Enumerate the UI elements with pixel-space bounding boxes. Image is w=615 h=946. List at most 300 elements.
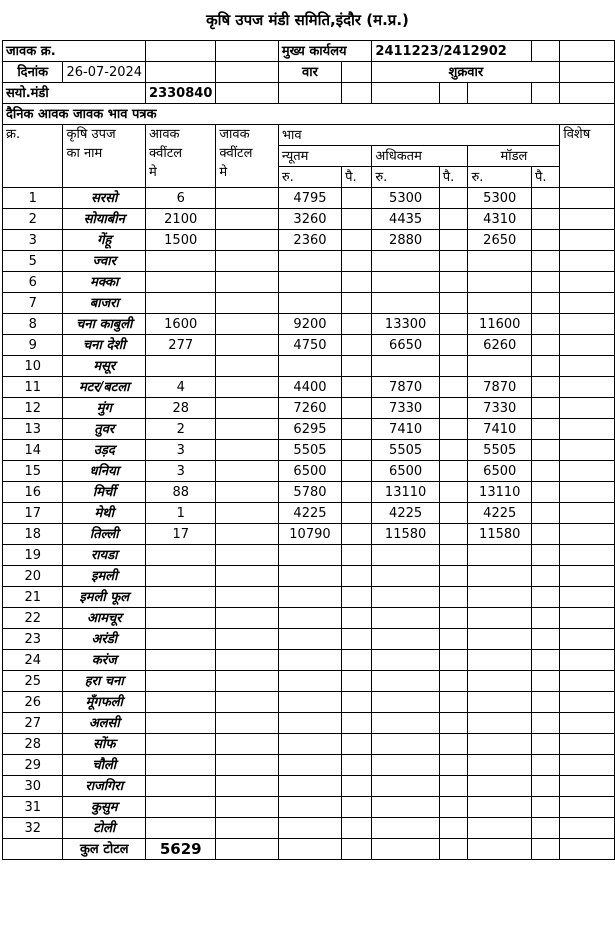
arrival-cell bbox=[146, 629, 216, 650]
dispatch-cell bbox=[216, 692, 279, 713]
arrival-cell bbox=[146, 818, 216, 839]
table-row bbox=[3, 398, 615, 419]
table-row bbox=[3, 251, 615, 272]
max-rate-cell bbox=[372, 755, 439, 776]
min-paise-cell bbox=[342, 776, 372, 797]
sr-cell: 17 bbox=[3, 503, 63, 524]
sr-cell: 19 bbox=[3, 545, 63, 566]
min-paise-cell bbox=[342, 692, 372, 713]
crop-name-cell: चना देशी bbox=[63, 335, 146, 356]
max-paise-cell bbox=[439, 503, 468, 524]
max-paise-cell bbox=[439, 545, 468, 566]
date-value: 26-07-2024 bbox=[63, 62, 146, 83]
sr-cell: 13 bbox=[3, 419, 63, 440]
day-label: वार bbox=[278, 62, 341, 83]
special-cell bbox=[560, 461, 615, 482]
arrival-cell bbox=[146, 545, 216, 566]
min-rate-cell bbox=[278, 356, 341, 377]
arrival-cell: 277 bbox=[146, 335, 216, 356]
dispatch-cell bbox=[216, 776, 279, 797]
max-rate-cell bbox=[372, 587, 439, 608]
model-paise-cell bbox=[531, 356, 559, 377]
max-paise-cell bbox=[439, 356, 468, 377]
model-paise-cell bbox=[531, 818, 559, 839]
model-paise-cell bbox=[531, 461, 559, 482]
crop-name-cell: मूँगफली bbox=[63, 692, 146, 713]
table-row bbox=[3, 818, 615, 839]
model-rate-cell bbox=[468, 671, 532, 692]
crop-name-cell: कुसुम bbox=[63, 797, 146, 818]
arrival-cell bbox=[146, 713, 216, 734]
crop-name-cell: टोली bbox=[63, 818, 146, 839]
dispatch-cell bbox=[216, 608, 279, 629]
min-rate-cell bbox=[278, 650, 341, 671]
min-rate-cell: 4400 bbox=[278, 377, 341, 398]
arrival-cell bbox=[146, 587, 216, 608]
max-paise-cell bbox=[439, 671, 468, 692]
arrival-cell bbox=[146, 671, 216, 692]
sheet-title: दैनिक आवक जावक भाव पत्रक bbox=[3, 104, 615, 125]
max-rate-cell: 6650 bbox=[372, 335, 439, 356]
model-rate-cell bbox=[468, 650, 532, 671]
dispatch-cell bbox=[216, 713, 279, 734]
model-paise-cell bbox=[531, 230, 559, 251]
min-rate-cell: 5780 bbox=[278, 482, 341, 503]
min-paise-cell bbox=[342, 335, 372, 356]
min-paise-cell bbox=[342, 503, 372, 524]
arrival-cell: 4 bbox=[146, 377, 216, 398]
total-empty-cell bbox=[278, 839, 341, 860]
table-row bbox=[3, 734, 615, 755]
crop-header: कृषि उपज का नाम bbox=[63, 125, 146, 188]
sr-cell: 22 bbox=[3, 608, 63, 629]
arrival-cell bbox=[146, 356, 216, 377]
min-paise-cell bbox=[342, 356, 372, 377]
dispatch-header: जावक क्वींटल मे bbox=[216, 125, 279, 188]
max-rate-cell: 7330 bbox=[372, 398, 439, 419]
special-cell bbox=[560, 629, 615, 650]
model-rate-cell: 7330 bbox=[468, 398, 532, 419]
max-paise-header: पै. bbox=[439, 167, 468, 188]
min-paise-cell bbox=[342, 272, 372, 293]
model-rate-cell bbox=[468, 566, 532, 587]
sr-cell: 11 bbox=[3, 377, 63, 398]
page-title: कृषि उपज मंडी समिति,इंदौर (म.प्र.) bbox=[206, 11, 409, 29]
model-paise-cell bbox=[531, 335, 559, 356]
max-paise-cell bbox=[439, 734, 468, 755]
min-paise-cell bbox=[342, 566, 372, 587]
model-rate-cell: 7870 bbox=[468, 377, 532, 398]
max-rate-cell bbox=[372, 776, 439, 797]
table-row bbox=[3, 650, 615, 671]
max-rate-cell bbox=[372, 650, 439, 671]
model-paise-cell bbox=[531, 566, 559, 587]
arrival-cell: 2100 bbox=[146, 209, 216, 230]
table-row bbox=[3, 314, 615, 335]
max-rate-cell: 5505 bbox=[372, 440, 439, 461]
min-paise-cell bbox=[342, 188, 372, 209]
max-rate-cell: 6500 bbox=[372, 461, 439, 482]
sr-cell: 15 bbox=[3, 461, 63, 482]
crop-name-cell: सोंफ bbox=[63, 734, 146, 755]
model-header: मॉडल bbox=[468, 146, 560, 167]
dispatch-cell bbox=[216, 524, 279, 545]
model-paise-cell bbox=[531, 272, 559, 293]
crop-name-cell: इमली फूल bbox=[63, 587, 146, 608]
model-rate-cell: 11580 bbox=[468, 524, 532, 545]
dispatch-cell bbox=[216, 503, 279, 524]
model-rate-cell bbox=[468, 713, 532, 734]
total-empty-cell bbox=[531, 839, 559, 860]
min-rs-header: रु. bbox=[278, 167, 341, 188]
model-paise-cell bbox=[531, 734, 559, 755]
total-row bbox=[3, 839, 615, 860]
arrival-cell bbox=[146, 734, 216, 755]
special-cell bbox=[560, 230, 615, 251]
office-phone: 2411223/2412902 bbox=[372, 41, 532, 62]
special-cell bbox=[560, 503, 615, 524]
arrival-cell bbox=[146, 272, 216, 293]
table-row bbox=[3, 188, 615, 209]
min-paise-cell bbox=[342, 545, 372, 566]
special-cell bbox=[560, 587, 615, 608]
arrival-cell: 1 bbox=[146, 503, 216, 524]
model-paise-cell bbox=[531, 524, 559, 545]
min-paise-cell bbox=[342, 713, 372, 734]
crop-name-cell: तिल्ली bbox=[63, 524, 146, 545]
special-cell bbox=[560, 566, 615, 587]
model-paise-cell bbox=[531, 692, 559, 713]
dispatch-cell bbox=[216, 440, 279, 461]
table-row bbox=[3, 608, 615, 629]
special-cell bbox=[560, 272, 615, 293]
sr-cell: 7 bbox=[3, 293, 63, 314]
model-rate-cell bbox=[468, 293, 532, 314]
min-rate-cell bbox=[278, 587, 341, 608]
special-cell bbox=[560, 713, 615, 734]
min-paise-cell bbox=[342, 461, 372, 482]
special-cell bbox=[560, 377, 615, 398]
dispatch-cell bbox=[216, 755, 279, 776]
dispatch-cell bbox=[216, 461, 279, 482]
max-paise-cell bbox=[439, 461, 468, 482]
max-paise-cell bbox=[439, 398, 468, 419]
max-paise-cell bbox=[439, 209, 468, 230]
total-empty-cell bbox=[439, 839, 468, 860]
max-rs-header: रु. bbox=[372, 167, 439, 188]
min-rate-cell: 6500 bbox=[278, 461, 341, 482]
sr-cell: 31 bbox=[3, 797, 63, 818]
info-row-3 bbox=[3, 83, 615, 104]
total-empty-cell bbox=[372, 839, 439, 860]
min-rate-cell bbox=[278, 545, 341, 566]
min-paise-cell bbox=[342, 230, 372, 251]
dispatch-cell bbox=[216, 671, 279, 692]
min-paise-cell bbox=[342, 755, 372, 776]
mandi-label: सयो.मंडी bbox=[3, 83, 146, 104]
min-paise-cell bbox=[342, 608, 372, 629]
min-rate-cell bbox=[278, 671, 341, 692]
max-rate-cell bbox=[372, 356, 439, 377]
max-paise-cell bbox=[439, 566, 468, 587]
sr-cell: 2 bbox=[3, 209, 63, 230]
table-row bbox=[3, 419, 615, 440]
arrival-header: आवक क्वींटल मे bbox=[146, 125, 216, 188]
model-rate-cell bbox=[468, 251, 532, 272]
arrival-cell: 1500 bbox=[146, 230, 216, 251]
max-paise-cell bbox=[439, 650, 468, 671]
min-paise-cell bbox=[342, 251, 372, 272]
sr-cell: 8 bbox=[3, 314, 63, 335]
special-cell bbox=[560, 209, 615, 230]
table-row bbox=[3, 335, 615, 356]
dispatch-cell bbox=[216, 419, 279, 440]
model-rate-cell bbox=[468, 776, 532, 797]
model-paise-cell bbox=[531, 209, 559, 230]
model-paise-cell bbox=[531, 503, 559, 524]
special-cell bbox=[560, 524, 615, 545]
max-rate-cell bbox=[372, 797, 439, 818]
table-row bbox=[3, 545, 615, 566]
min-paise-cell bbox=[342, 293, 372, 314]
min-rate-cell: 4750 bbox=[278, 335, 341, 356]
crop-name-cell: गेंहू bbox=[63, 230, 146, 251]
sr-cell: 5 bbox=[3, 251, 63, 272]
min-rate-cell bbox=[278, 797, 341, 818]
model-paise-cell bbox=[531, 797, 559, 818]
max-paise-cell bbox=[439, 587, 468, 608]
dispatch-cell bbox=[216, 398, 279, 419]
min-paise-cell bbox=[342, 524, 372, 545]
special-header: विशेष bbox=[560, 125, 615, 188]
min-rate-cell: 7260 bbox=[278, 398, 341, 419]
max-rate-cell bbox=[372, 293, 439, 314]
max-paise-cell bbox=[439, 440, 468, 461]
min-paise-cell bbox=[342, 650, 372, 671]
arrival-cell bbox=[146, 797, 216, 818]
model-paise-cell bbox=[531, 419, 559, 440]
rate-sheet-table bbox=[2, 40, 615, 860]
jawak-label: जावक क्र. bbox=[3, 41, 146, 62]
min-rate-cell: 10790 bbox=[278, 524, 341, 545]
model-paise-cell bbox=[531, 398, 559, 419]
dispatch-cell bbox=[216, 566, 279, 587]
model-paise-cell bbox=[531, 545, 559, 566]
table-row bbox=[3, 797, 615, 818]
max-rate-cell: 11580 bbox=[372, 524, 439, 545]
min-header: न्यूतम bbox=[278, 146, 372, 167]
max-rate-cell: 13300 bbox=[372, 314, 439, 335]
crop-name-cell: ज्वार bbox=[63, 251, 146, 272]
crop-name-cell: मक्का bbox=[63, 272, 146, 293]
model-rate-cell bbox=[468, 356, 532, 377]
sr-cell: 18 bbox=[3, 524, 63, 545]
crop-name-cell: करंज bbox=[63, 650, 146, 671]
sr-cell: 26 bbox=[3, 692, 63, 713]
arrival-cell bbox=[146, 755, 216, 776]
max-paise-cell bbox=[439, 377, 468, 398]
max-paise-cell bbox=[439, 314, 468, 335]
special-cell bbox=[560, 440, 615, 461]
model-rate-cell bbox=[468, 608, 532, 629]
dispatch-cell bbox=[216, 587, 279, 608]
crop-name-cell: मिर्ची bbox=[63, 482, 146, 503]
min-paise-cell bbox=[342, 629, 372, 650]
arrival-cell bbox=[146, 608, 216, 629]
special-cell bbox=[560, 251, 615, 272]
dispatch-cell bbox=[216, 230, 279, 251]
total-empty-cell bbox=[216, 839, 279, 860]
total-empty-cell bbox=[3, 839, 63, 860]
arrival-cell: 3 bbox=[146, 461, 216, 482]
min-rate-cell: 5505 bbox=[278, 440, 341, 461]
table-row bbox=[3, 356, 615, 377]
model-rate-cell: 11600 bbox=[468, 314, 532, 335]
rate-header: भाव bbox=[278, 125, 559, 146]
model-paise-cell bbox=[531, 650, 559, 671]
table-row bbox=[3, 293, 615, 314]
arrival-cell bbox=[146, 251, 216, 272]
crop-name-cell: चना काबुली bbox=[63, 314, 146, 335]
min-rate-cell bbox=[278, 755, 341, 776]
sr-cell: 29 bbox=[3, 755, 63, 776]
special-cell bbox=[560, 776, 615, 797]
table-row bbox=[3, 776, 615, 797]
table-row bbox=[3, 461, 615, 482]
max-paise-cell bbox=[439, 230, 468, 251]
model-rate-cell bbox=[468, 272, 532, 293]
sr-cell: 16 bbox=[3, 482, 63, 503]
crop-name-cell: आमचूर bbox=[63, 608, 146, 629]
min-paise-cell bbox=[342, 797, 372, 818]
min-paise-cell bbox=[342, 671, 372, 692]
model-paise-cell bbox=[531, 608, 559, 629]
special-cell bbox=[560, 335, 615, 356]
min-paise-cell bbox=[342, 419, 372, 440]
dispatch-cell bbox=[216, 188, 279, 209]
max-paise-cell bbox=[439, 797, 468, 818]
special-cell bbox=[560, 650, 615, 671]
crop-name-cell: इमली bbox=[63, 566, 146, 587]
max-rate-cell bbox=[372, 251, 439, 272]
date-label: दिनांक bbox=[3, 62, 63, 83]
arrival-cell: 17 bbox=[146, 524, 216, 545]
table-row bbox=[3, 587, 615, 608]
dispatch-cell bbox=[216, 209, 279, 230]
model-rate-cell: 5505 bbox=[468, 440, 532, 461]
model-paise-cell bbox=[531, 629, 559, 650]
special-cell bbox=[560, 482, 615, 503]
model-paise-cell bbox=[531, 440, 559, 461]
model-paise-cell bbox=[531, 251, 559, 272]
min-paise-cell bbox=[342, 377, 372, 398]
sr-cell: 1 bbox=[3, 188, 63, 209]
max-rate-cell bbox=[372, 629, 439, 650]
model-paise-cell bbox=[531, 755, 559, 776]
arrival-cell: 2 bbox=[146, 419, 216, 440]
min-paise-cell bbox=[342, 440, 372, 461]
sr-cell: 10 bbox=[3, 356, 63, 377]
min-paise-header: पै. bbox=[342, 167, 372, 188]
special-cell bbox=[560, 797, 615, 818]
arrival-cell bbox=[146, 650, 216, 671]
min-paise-cell bbox=[342, 209, 372, 230]
max-paise-cell bbox=[439, 188, 468, 209]
sr-cell: 25 bbox=[3, 671, 63, 692]
max-rate-cell bbox=[372, 818, 439, 839]
model-paise-cell bbox=[531, 713, 559, 734]
max-rate-cell: 4225 bbox=[372, 503, 439, 524]
max-rate-cell bbox=[372, 545, 439, 566]
total-value: 5629 bbox=[146, 839, 216, 860]
dispatch-cell bbox=[216, 818, 279, 839]
model-rate-cell bbox=[468, 629, 532, 650]
max-rate-cell bbox=[372, 566, 439, 587]
sr-cell: 27 bbox=[3, 713, 63, 734]
special-cell bbox=[560, 734, 615, 755]
min-paise-cell bbox=[342, 398, 372, 419]
min-rate-cell bbox=[278, 293, 341, 314]
total-empty-cell bbox=[342, 839, 372, 860]
model-rate-cell: 13110 bbox=[468, 482, 532, 503]
max-paise-cell bbox=[439, 755, 468, 776]
table-row bbox=[3, 755, 615, 776]
table-row bbox=[3, 503, 615, 524]
crop-name-cell: उड़द bbox=[63, 440, 146, 461]
dispatch-cell bbox=[216, 293, 279, 314]
min-paise-cell bbox=[342, 818, 372, 839]
crop-name-cell: मसूर bbox=[63, 356, 146, 377]
special-cell bbox=[560, 398, 615, 419]
total-empty-cell bbox=[468, 839, 532, 860]
model-paise-cell bbox=[531, 314, 559, 335]
min-paise-cell bbox=[342, 482, 372, 503]
crop-name-cell: मुंग bbox=[63, 398, 146, 419]
crop-name-cell: राजगिरा bbox=[63, 776, 146, 797]
table-row bbox=[3, 713, 615, 734]
model-paise-cell bbox=[531, 671, 559, 692]
model-rate-cell bbox=[468, 818, 532, 839]
dispatch-cell bbox=[216, 650, 279, 671]
model-rate-cell bbox=[468, 587, 532, 608]
table-row bbox=[3, 440, 615, 461]
crop-name-cell: सोयाबीन bbox=[63, 209, 146, 230]
min-rate-cell: 4225 bbox=[278, 503, 341, 524]
max-rate-cell: 2880 bbox=[372, 230, 439, 251]
crop-name-cell: रायडा bbox=[63, 545, 146, 566]
special-cell bbox=[560, 671, 615, 692]
max-paise-cell bbox=[439, 818, 468, 839]
min-rate-cell bbox=[278, 566, 341, 587]
max-rate-cell: 7410 bbox=[372, 419, 439, 440]
max-header: अधिकतम bbox=[372, 146, 468, 167]
dispatch-cell bbox=[216, 377, 279, 398]
dispatch-cell bbox=[216, 335, 279, 356]
special-cell bbox=[560, 356, 615, 377]
arrival-cell bbox=[146, 776, 216, 797]
arrival-cell: 1600 bbox=[146, 314, 216, 335]
max-rate-cell: 4435 bbox=[372, 209, 439, 230]
table-row bbox=[3, 671, 615, 692]
max-rate-cell: 7870 bbox=[372, 377, 439, 398]
min-rate-cell bbox=[278, 776, 341, 797]
crop-name-cell: चौली bbox=[63, 755, 146, 776]
special-cell bbox=[560, 314, 615, 335]
arrival-cell: 28 bbox=[146, 398, 216, 419]
sr-header: क्र. bbox=[3, 125, 63, 188]
max-rate-cell bbox=[372, 692, 439, 713]
special-cell bbox=[560, 188, 615, 209]
